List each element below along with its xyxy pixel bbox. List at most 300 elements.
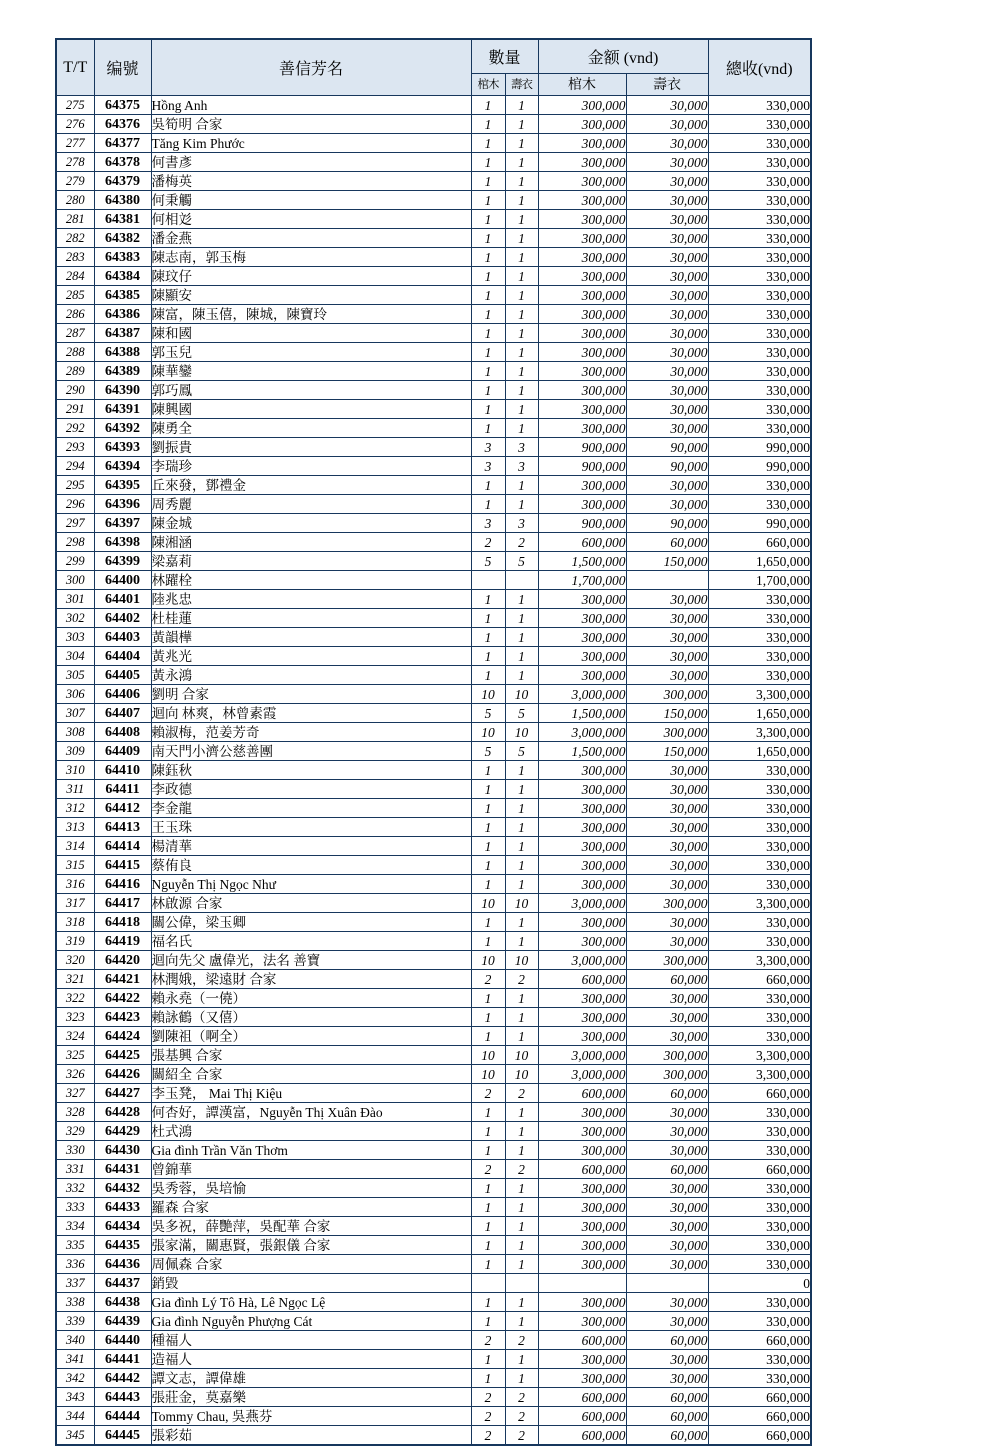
total-cell: 330,000: [708, 286, 811, 305]
tt-cell: 307: [56, 704, 94, 723]
total-cell: 330,000: [708, 172, 811, 191]
amt-shroud-cell: 60,000: [626, 1388, 708, 1407]
name-cell: 造福人: [151, 1350, 471, 1369]
amt-coffin-cell: 300,000: [538, 267, 626, 286]
tt-cell: 313: [56, 818, 94, 837]
total-cell: 330,000: [708, 761, 811, 780]
table-row: [56, 1217, 811, 1236]
code-cell: 64420: [94, 951, 151, 970]
name-cell: 曾錦華: [151, 1160, 471, 1179]
total-cell: 330,000: [708, 1217, 811, 1236]
qty-coffin-cell: 1: [471, 400, 505, 419]
tt-cell: 298: [56, 533, 94, 552]
name-cell: 福名氏: [151, 932, 471, 951]
amt-coffin-cell: 300,000: [538, 286, 626, 305]
name-cell: 賴詠鶴（又僖）: [151, 1008, 471, 1027]
code-cell: 64409: [94, 742, 151, 761]
amt-coffin-cell: 300,000: [538, 1179, 626, 1198]
qty-coffin-cell: 1: [471, 210, 505, 229]
tt-cell: 304: [56, 647, 94, 666]
header-qty-coffin: 棺木: [471, 73, 505, 95]
total-cell: 3,300,000: [708, 723, 811, 742]
total-cell: 330,000: [708, 267, 811, 286]
table-row: [56, 989, 811, 1008]
donation-table: [55, 38, 812, 1446]
amt-shroud-cell: 30,000: [626, 1141, 708, 1160]
table-row: [56, 723, 811, 742]
code-cell: 64400: [94, 571, 151, 590]
qty-coffin-cell: 1: [471, 96, 505, 115]
tt-cell: 343: [56, 1388, 94, 1407]
tt-cell: 332: [56, 1179, 94, 1198]
qty-shroud-cell: 1: [505, 780, 538, 799]
total-cell: 330,000: [708, 362, 811, 381]
name-cell: Gia đình Trần Văn Thơm: [151, 1141, 471, 1160]
name-cell: 張彩茹: [151, 1426, 471, 1446]
amt-shroud-cell: 30,000: [626, 400, 708, 419]
amt-shroud-cell: 30,000: [626, 115, 708, 134]
code-cell: 64440: [94, 1331, 151, 1350]
tt-cell: 292: [56, 419, 94, 438]
total-cell: 660,000: [708, 970, 811, 989]
amt-coffin-cell: 3,000,000: [538, 1046, 626, 1065]
tt-cell: 310: [56, 761, 94, 780]
amt-coffin-cell: 600,000: [538, 1160, 626, 1179]
amt-coffin-cell: 300,000: [538, 476, 626, 495]
qty-shroud-cell: 1: [505, 799, 538, 818]
amt-coffin-cell: 300,000: [538, 761, 626, 780]
amt-shroud-cell: 30,000: [626, 628, 708, 647]
amt-coffin-cell: 300,000: [538, 818, 626, 837]
table-row: [56, 514, 811, 533]
amt-shroud-cell: 30,000: [626, 495, 708, 514]
tt-cell: 276: [56, 115, 94, 134]
code-cell: 64385: [94, 286, 151, 305]
amt-coffin-cell: 1,500,000: [538, 552, 626, 571]
qty-shroud-cell: 1: [505, 286, 538, 305]
table-row: [56, 172, 811, 191]
tt-cell: 306: [56, 685, 94, 704]
amt-coffin-cell: 600,000: [538, 1331, 626, 1350]
amt-coffin-cell: 300,000: [538, 856, 626, 875]
total-cell: 1,650,000: [708, 704, 811, 723]
name-cell: 何杏好，譚漢富，Nguyễn Thị Xuân Đào: [151, 1103, 471, 1122]
code-cell: 64380: [94, 191, 151, 210]
name-cell: 郭玉兒: [151, 343, 471, 362]
amt-shroud-cell: 30,000: [626, 932, 708, 951]
total-cell: 330,000: [708, 989, 811, 1008]
name-cell: 潘金燕: [151, 229, 471, 248]
table-row: [56, 1255, 811, 1274]
amt-coffin-cell: 300,000: [538, 799, 626, 818]
code-cell: 64416: [94, 875, 151, 894]
code-cell: 64375: [94, 96, 151, 115]
qty-coffin-cell: 1: [471, 628, 505, 647]
name-cell: 黃兆光: [151, 647, 471, 666]
qty-shroud-cell: 1: [505, 856, 538, 875]
tt-cell: 323: [56, 1008, 94, 1027]
qty-coffin-cell: 1: [471, 761, 505, 780]
name-cell: Nguyễn Thị Ngọc Như: [151, 875, 471, 894]
tt-cell: 322: [56, 989, 94, 1008]
name-cell: 黃永鴻: [151, 666, 471, 685]
qty-shroud-cell: 3: [505, 514, 538, 533]
amt-coffin-cell: 3,000,000: [538, 894, 626, 913]
amt-coffin-cell: 3,000,000: [538, 951, 626, 970]
tt-cell: 301: [56, 590, 94, 609]
table-row: [56, 1312, 811, 1331]
code-cell: 64441: [94, 1350, 151, 1369]
qty-shroud-cell: 1: [505, 1122, 538, 1141]
amt-coffin-cell: 300,000: [538, 1008, 626, 1027]
code-cell: 64438: [94, 1293, 151, 1312]
tt-cell: 320: [56, 951, 94, 970]
code-cell: 64379: [94, 172, 151, 191]
table-row: [56, 780, 811, 799]
amt-coffin-cell: 300,000: [538, 305, 626, 324]
total-cell: 660,000: [708, 533, 811, 552]
total-cell: 330,000: [708, 913, 811, 932]
qty-coffin-cell: 1: [471, 666, 505, 685]
total-cell: 330,000: [708, 381, 811, 400]
qty-shroud-cell: 1: [505, 381, 538, 400]
qty-shroud-cell: 2: [505, 1407, 538, 1426]
total-cell: 330,000: [708, 799, 811, 818]
qty-shroud-cell: 1: [505, 913, 538, 932]
qty-coffin-cell: 2: [471, 1426, 505, 1446]
table-row: [56, 970, 811, 989]
amt-coffin-cell: 300,000: [538, 153, 626, 172]
qty-shroud-cell: 1: [505, 115, 538, 134]
qty-shroud-cell: 10: [505, 951, 538, 970]
code-cell: 64390: [94, 381, 151, 400]
code-cell: 64414: [94, 837, 151, 856]
name-cell: 李金龍: [151, 799, 471, 818]
qty-coffin-cell: 1: [471, 989, 505, 1008]
table-row: [56, 894, 811, 913]
code-cell: 64433: [94, 1198, 151, 1217]
tt-cell: 296: [56, 495, 94, 514]
amt-shroud-cell: 30,000: [626, 1369, 708, 1388]
table-row: [56, 932, 811, 951]
qty-shroud-cell: 2: [505, 1426, 538, 1446]
table-row: [56, 362, 811, 381]
table-row: [56, 647, 811, 666]
amt-shroud-cell: 300,000: [626, 894, 708, 913]
qty-shroud-cell: 1: [505, 248, 538, 267]
tt-cell: 345: [56, 1426, 94, 1446]
amt-shroud-cell: 30,000: [626, 267, 708, 286]
code-cell: 64388: [94, 343, 151, 362]
tt-cell: 344: [56, 1407, 94, 1426]
name-cell: 何書彥: [151, 153, 471, 172]
code-cell: 64418: [94, 913, 151, 932]
total-cell: 3,300,000: [708, 1046, 811, 1065]
code-cell: 64415: [94, 856, 151, 875]
tt-cell: 278: [56, 153, 94, 172]
code-cell: 64436: [94, 1255, 151, 1274]
table-row: [56, 875, 811, 894]
header-tt: T/T: [56, 39, 94, 96]
table-row: [56, 115, 811, 134]
code-cell: 64387: [94, 324, 151, 343]
amt-coffin-cell: 600,000: [538, 533, 626, 552]
qty-shroud-cell: 1: [505, 666, 538, 685]
name-cell: 陳鈺秋: [151, 761, 471, 780]
qty-coffin-cell: 10: [471, 685, 505, 704]
code-cell: 64428: [94, 1103, 151, 1122]
qty-shroud-cell: 1: [505, 362, 538, 381]
tt-cell: 293: [56, 438, 94, 457]
tt-cell: 311: [56, 780, 94, 799]
total-cell: 330,000: [708, 1103, 811, 1122]
code-cell: 64383: [94, 248, 151, 267]
amt-coffin-cell: 600,000: [538, 1407, 626, 1426]
code-cell: 64442: [94, 1369, 151, 1388]
qty-coffin-cell: 1: [471, 932, 505, 951]
name-cell: Gia đình Lý Tô Hà, Lê Ngọc Lệ: [151, 1293, 471, 1312]
amt-coffin-cell: 300,000: [538, 609, 626, 628]
amt-coffin-cell: 300,000: [538, 1103, 626, 1122]
tt-cell: 300: [56, 571, 94, 590]
table-row: [56, 1103, 811, 1122]
tt-cell: 342: [56, 1369, 94, 1388]
code-cell: 64377: [94, 134, 151, 153]
qty-shroud-cell: 1: [505, 875, 538, 894]
name-cell: 銷毀: [151, 1274, 471, 1293]
name-cell: 周佩森 合家: [151, 1255, 471, 1274]
total-cell: 660,000: [708, 1426, 811, 1446]
table-row: [56, 1179, 811, 1198]
qty-coffin-cell: 1: [471, 913, 505, 932]
amt-shroud-cell: 30,000: [626, 1122, 708, 1141]
table-row: [56, 400, 811, 419]
qty-shroud-cell: 1: [505, 932, 538, 951]
total-cell: 330,000: [708, 134, 811, 153]
amt-shroud-cell: 30,000: [626, 1236, 708, 1255]
name-cell: Tommy Chau, 吳燕芬: [151, 1407, 471, 1426]
qty-shroud-cell: 1: [505, 1293, 538, 1312]
amt-coffin-cell: 1,700,000: [538, 571, 626, 590]
code-cell: 64407: [94, 704, 151, 723]
code-cell: 64396: [94, 495, 151, 514]
qty-shroud-cell: 1: [505, 172, 538, 191]
code-cell: 64421: [94, 970, 151, 989]
table-row: [56, 1274, 811, 1293]
amt-coffin-cell: 300,000: [538, 1312, 626, 1331]
qty-coffin-cell: 1: [471, 324, 505, 343]
amt-shroud-cell: 30,000: [626, 381, 708, 400]
qty-coffin-cell: 1: [471, 799, 505, 818]
qty-coffin-cell: 5: [471, 552, 505, 571]
table-row: [56, 1008, 811, 1027]
amt-shroud-cell: [626, 571, 708, 590]
table-row: [56, 1141, 811, 1160]
amt-coffin-cell: 300,000: [538, 989, 626, 1008]
amt-shroud-cell: 60,000: [626, 533, 708, 552]
amt-shroud-cell: 30,000: [626, 419, 708, 438]
amt-coffin-cell: 1,500,000: [538, 704, 626, 723]
total-cell: 330,000: [708, 837, 811, 856]
total-cell: 330,000: [708, 1179, 811, 1198]
qty-shroud-cell: 10: [505, 685, 538, 704]
qty-shroud-cell: 1: [505, 267, 538, 286]
total-cell: 330,000: [708, 1369, 811, 1388]
tt-cell: 284: [56, 267, 94, 286]
amt-shroud-cell: 30,000: [626, 666, 708, 685]
amt-shroud-cell: 30,000: [626, 647, 708, 666]
total-cell: 330,000: [708, 400, 811, 419]
table-row: [56, 1122, 811, 1141]
name-cell: 迴向先父 盧偉光，法名 善寶: [151, 951, 471, 970]
tt-cell: 329: [56, 1122, 94, 1141]
amt-shroud-cell: 30,000: [626, 210, 708, 229]
tt-cell: 314: [56, 837, 94, 856]
table-row: [56, 1426, 811, 1446]
code-cell: 64419: [94, 932, 151, 951]
qty-shroud-cell: 1: [505, 495, 538, 514]
tt-cell: 288: [56, 343, 94, 362]
qty-coffin-cell: 1: [471, 1350, 505, 1369]
total-cell: 330,000: [708, 419, 811, 438]
table-row: [56, 134, 811, 153]
amt-coffin-cell: 300,000: [538, 191, 626, 210]
total-cell: 330,000: [708, 1255, 811, 1274]
amt-coffin-cell: 300,000: [538, 96, 626, 115]
qty-coffin-cell: 1: [471, 1217, 505, 1236]
name-cell: 關紹全 合家: [151, 1065, 471, 1084]
amt-shroud-cell: 30,000: [626, 172, 708, 191]
tt-cell: 326: [56, 1065, 94, 1084]
total-cell: 330,000: [708, 495, 811, 514]
total-cell: 990,000: [708, 438, 811, 457]
qty-coffin-cell: 10: [471, 1065, 505, 1084]
qty-coffin-cell: 1: [471, 362, 505, 381]
name-cell: 何秉觸: [151, 191, 471, 210]
amt-coffin-cell: 300,000: [538, 134, 626, 153]
tt-cell: 280: [56, 191, 94, 210]
tt-cell: 285: [56, 286, 94, 305]
amt-shroud-cell: 30,000: [626, 761, 708, 780]
amt-shroud-cell: 90,000: [626, 438, 708, 457]
total-cell: 3,300,000: [708, 685, 811, 704]
qty-shroud-cell: 1: [505, 419, 538, 438]
amt-coffin-cell: 300,000: [538, 1122, 626, 1141]
amt-shroud-cell: 30,000: [626, 913, 708, 932]
tt-cell: 275: [56, 96, 94, 115]
amt-coffin-cell: 300,000: [538, 913, 626, 932]
code-cell: 64395: [94, 476, 151, 495]
amt-shroud-cell: 300,000: [626, 1046, 708, 1065]
header-total: 總收(vnd): [708, 39, 811, 96]
tt-cell: 302: [56, 609, 94, 628]
amt-shroud-cell: 90,000: [626, 457, 708, 476]
amt-coffin-cell: 300,000: [538, 1255, 626, 1274]
amt-shroud-cell: 60,000: [626, 1331, 708, 1350]
header-code: 编號: [94, 39, 151, 96]
total-cell: 330,000: [708, 1141, 811, 1160]
code-cell: 64411: [94, 780, 151, 799]
total-cell: 330,000: [708, 609, 811, 628]
amt-coffin-cell: 300,000: [538, 115, 626, 134]
qty-coffin-cell: 1: [471, 1122, 505, 1141]
tt-cell: 282: [56, 229, 94, 248]
qty-shroud-cell: 1: [505, 1103, 538, 1122]
table-row: [56, 533, 811, 552]
qty-shroud-cell: 1: [505, 191, 538, 210]
name-cell: 劉振貴: [151, 438, 471, 457]
tt-cell: 289: [56, 362, 94, 381]
qty-shroud-cell: 10: [505, 723, 538, 742]
amt-coffin-cell: 300,000: [538, 837, 626, 856]
code-cell: 64389: [94, 362, 151, 381]
total-cell: 0: [708, 1274, 811, 1293]
code-cell: 64378: [94, 153, 151, 172]
table-row: [56, 628, 811, 647]
code-cell: 64384: [94, 267, 151, 286]
amt-coffin-cell: 300,000: [538, 1198, 626, 1217]
total-cell: 330,000: [708, 191, 811, 210]
qty-coffin-cell: 1: [471, 248, 505, 267]
name-cell: 賴淑梅，范姜芳奇: [151, 723, 471, 742]
tt-cell: 294: [56, 457, 94, 476]
amt-coffin-cell: 600,000: [538, 1084, 626, 1103]
amt-coffin-cell: 900,000: [538, 457, 626, 476]
table-row: [56, 419, 811, 438]
name-cell: 陳金城: [151, 514, 471, 533]
qty-coffin-cell: 1: [471, 495, 505, 514]
amt-shroud-cell: 60,000: [626, 970, 708, 989]
total-cell: 1,650,000: [708, 742, 811, 761]
table-row: [56, 1198, 811, 1217]
table-row: [56, 457, 811, 476]
total-cell: 330,000: [708, 1350, 811, 1369]
amt-coffin-cell: 300,000: [538, 1027, 626, 1046]
name-cell: 梁嘉莉: [151, 552, 471, 571]
tt-cell: 319: [56, 932, 94, 951]
tt-cell: 327: [56, 1084, 94, 1103]
code-cell: 64406: [94, 685, 151, 704]
qty-shroud-cell: 1: [505, 647, 538, 666]
qty-coffin-cell: 1: [471, 381, 505, 400]
qty-coffin-cell: 1: [471, 419, 505, 438]
qty-coffin-cell: 1: [471, 115, 505, 134]
amt-coffin-cell: 900,000: [538, 514, 626, 533]
amt-shroud-cell: 30,000: [626, 134, 708, 153]
code-cell: 64431: [94, 1160, 151, 1179]
amt-coffin-cell: 3,000,000: [538, 723, 626, 742]
amt-coffin-cell: 900,000: [538, 438, 626, 457]
table-row: [56, 913, 811, 932]
amt-shroud-cell: 30,000: [626, 343, 708, 362]
table-row: [56, 191, 811, 210]
name-cell: 周秀麗: [151, 495, 471, 514]
name-cell: 丘來發，鄧禮金: [151, 476, 471, 495]
total-cell: 330,000: [708, 628, 811, 647]
amt-coffin-cell: 300,000: [538, 628, 626, 647]
qty-shroud-cell: 1: [505, 400, 538, 419]
name-cell: 陳湘涵: [151, 533, 471, 552]
name-cell: 郭巧鳳: [151, 381, 471, 400]
qty-coffin-cell: 5: [471, 742, 505, 761]
qty-coffin-cell: 1: [471, 343, 505, 362]
amt-coffin-cell: 300,000: [538, 324, 626, 343]
name-cell: 陳玟仔: [151, 267, 471, 286]
table-row: [56, 1046, 811, 1065]
amt-coffin-cell: 1,500,000: [538, 742, 626, 761]
qty-shroud-cell: [505, 571, 538, 590]
table-row: [56, 267, 811, 286]
